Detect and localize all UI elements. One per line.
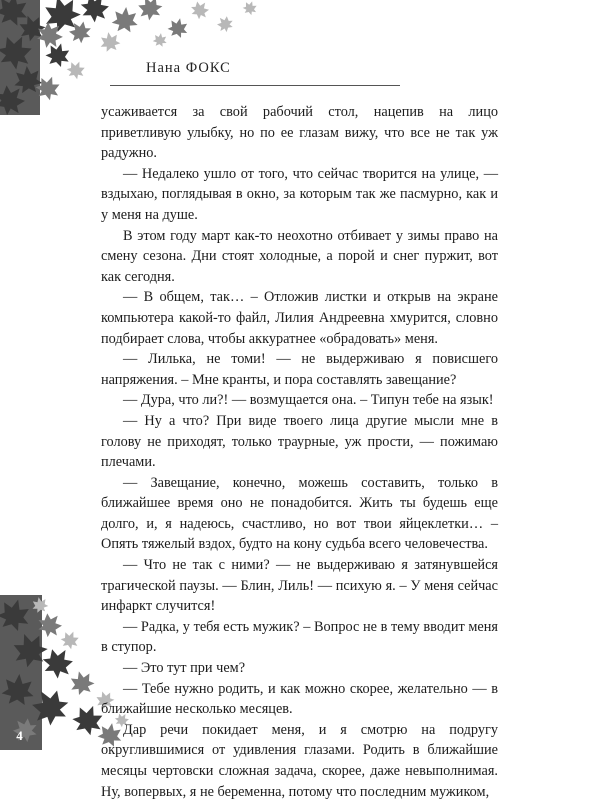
paragraph: — Недалеко ушло от того, что сейчас творится на улице, — вздыхаю, поглядывая в окно, за которым так же пасмурно, как и у меня на душе.: [101, 165, 498, 223]
paragraph: — Лилька, не томи! — не выдерживаю я повисшего напряжения. – Мне кранты, и пора составлять завещание?: [101, 351, 498, 388]
paragraph: Дар речи покидает меня, и я смотрю на подругу округлившимися от удивления глазами. Родить в ближайшие месяцы чертовски сложная задача, скорее, даже невыполнимая. Ну, вопервых, я не беременна, потому что последним мужиком,: [101, 721, 498, 800]
maple-leaves-decoration-top: [0, 0, 270, 115]
body-text: [101, 102, 498, 802]
paragraph: — Это тут при чем?: [123, 660, 246, 677]
paragraph: усаживается за свой рабочий стол, нацепив на лицо приветливую улыбку, но по ее глазам вижу, что все не так уж радужно.: [101, 104, 498, 162]
running-head-author: Нана ФОКС: [146, 60, 231, 76]
paragraph: — Радка, у тебя есть мужик? – Вопрос не в тему вводит меня в ступор.: [101, 618, 498, 656]
header-rule: [110, 85, 400, 86]
page-number: 4: [16, 728, 24, 743]
paragraph: — Что не так с ними? — не выдерживаю я затянувшейся трагической паузы. — Блин, Лиль! — психую я. – У меня сейчас инфаркт случится!: [101, 557, 498, 615]
paragraph: — Ну а что? При виде твоего лица другие мысли мне в голову не приходят, только траурные, уж прости, — пожимаю плечами.: [101, 412, 498, 471]
paragraph: — Дура, что ли?! — возмущается она. – Типун тебе на язык!: [123, 392, 494, 409]
paragraph: — В общем, так… – Отложив листки и открыв на экране компьютера какой-то файл, Лилия Андреевна хмурится, словно подбирает слова, чтобы аккуратнее «обрадовать» меня.: [101, 289, 498, 347]
paragraph: — Завещание, конечно, можешь составить, только в ближайшее время оно не понадобится. Жить ты будешь еще долго, и, я надеюсь, счастливо, но вот твои яйцеклетки… – Опять тяжелый вздох, будто на кону судьба всего человечества.: [101, 474, 498, 553]
paragraph: — Тебе нужно родить, и как можно скорее, желательно — в ближайшие несколько месяцев.: [101, 680, 498, 718]
paragraph: В этом году март как-то неохотно отбивает у зимы право на смену сезона. Дни стоят холодные, а порой и снег пуржит, вот как сегодня.: [101, 227, 498, 285]
